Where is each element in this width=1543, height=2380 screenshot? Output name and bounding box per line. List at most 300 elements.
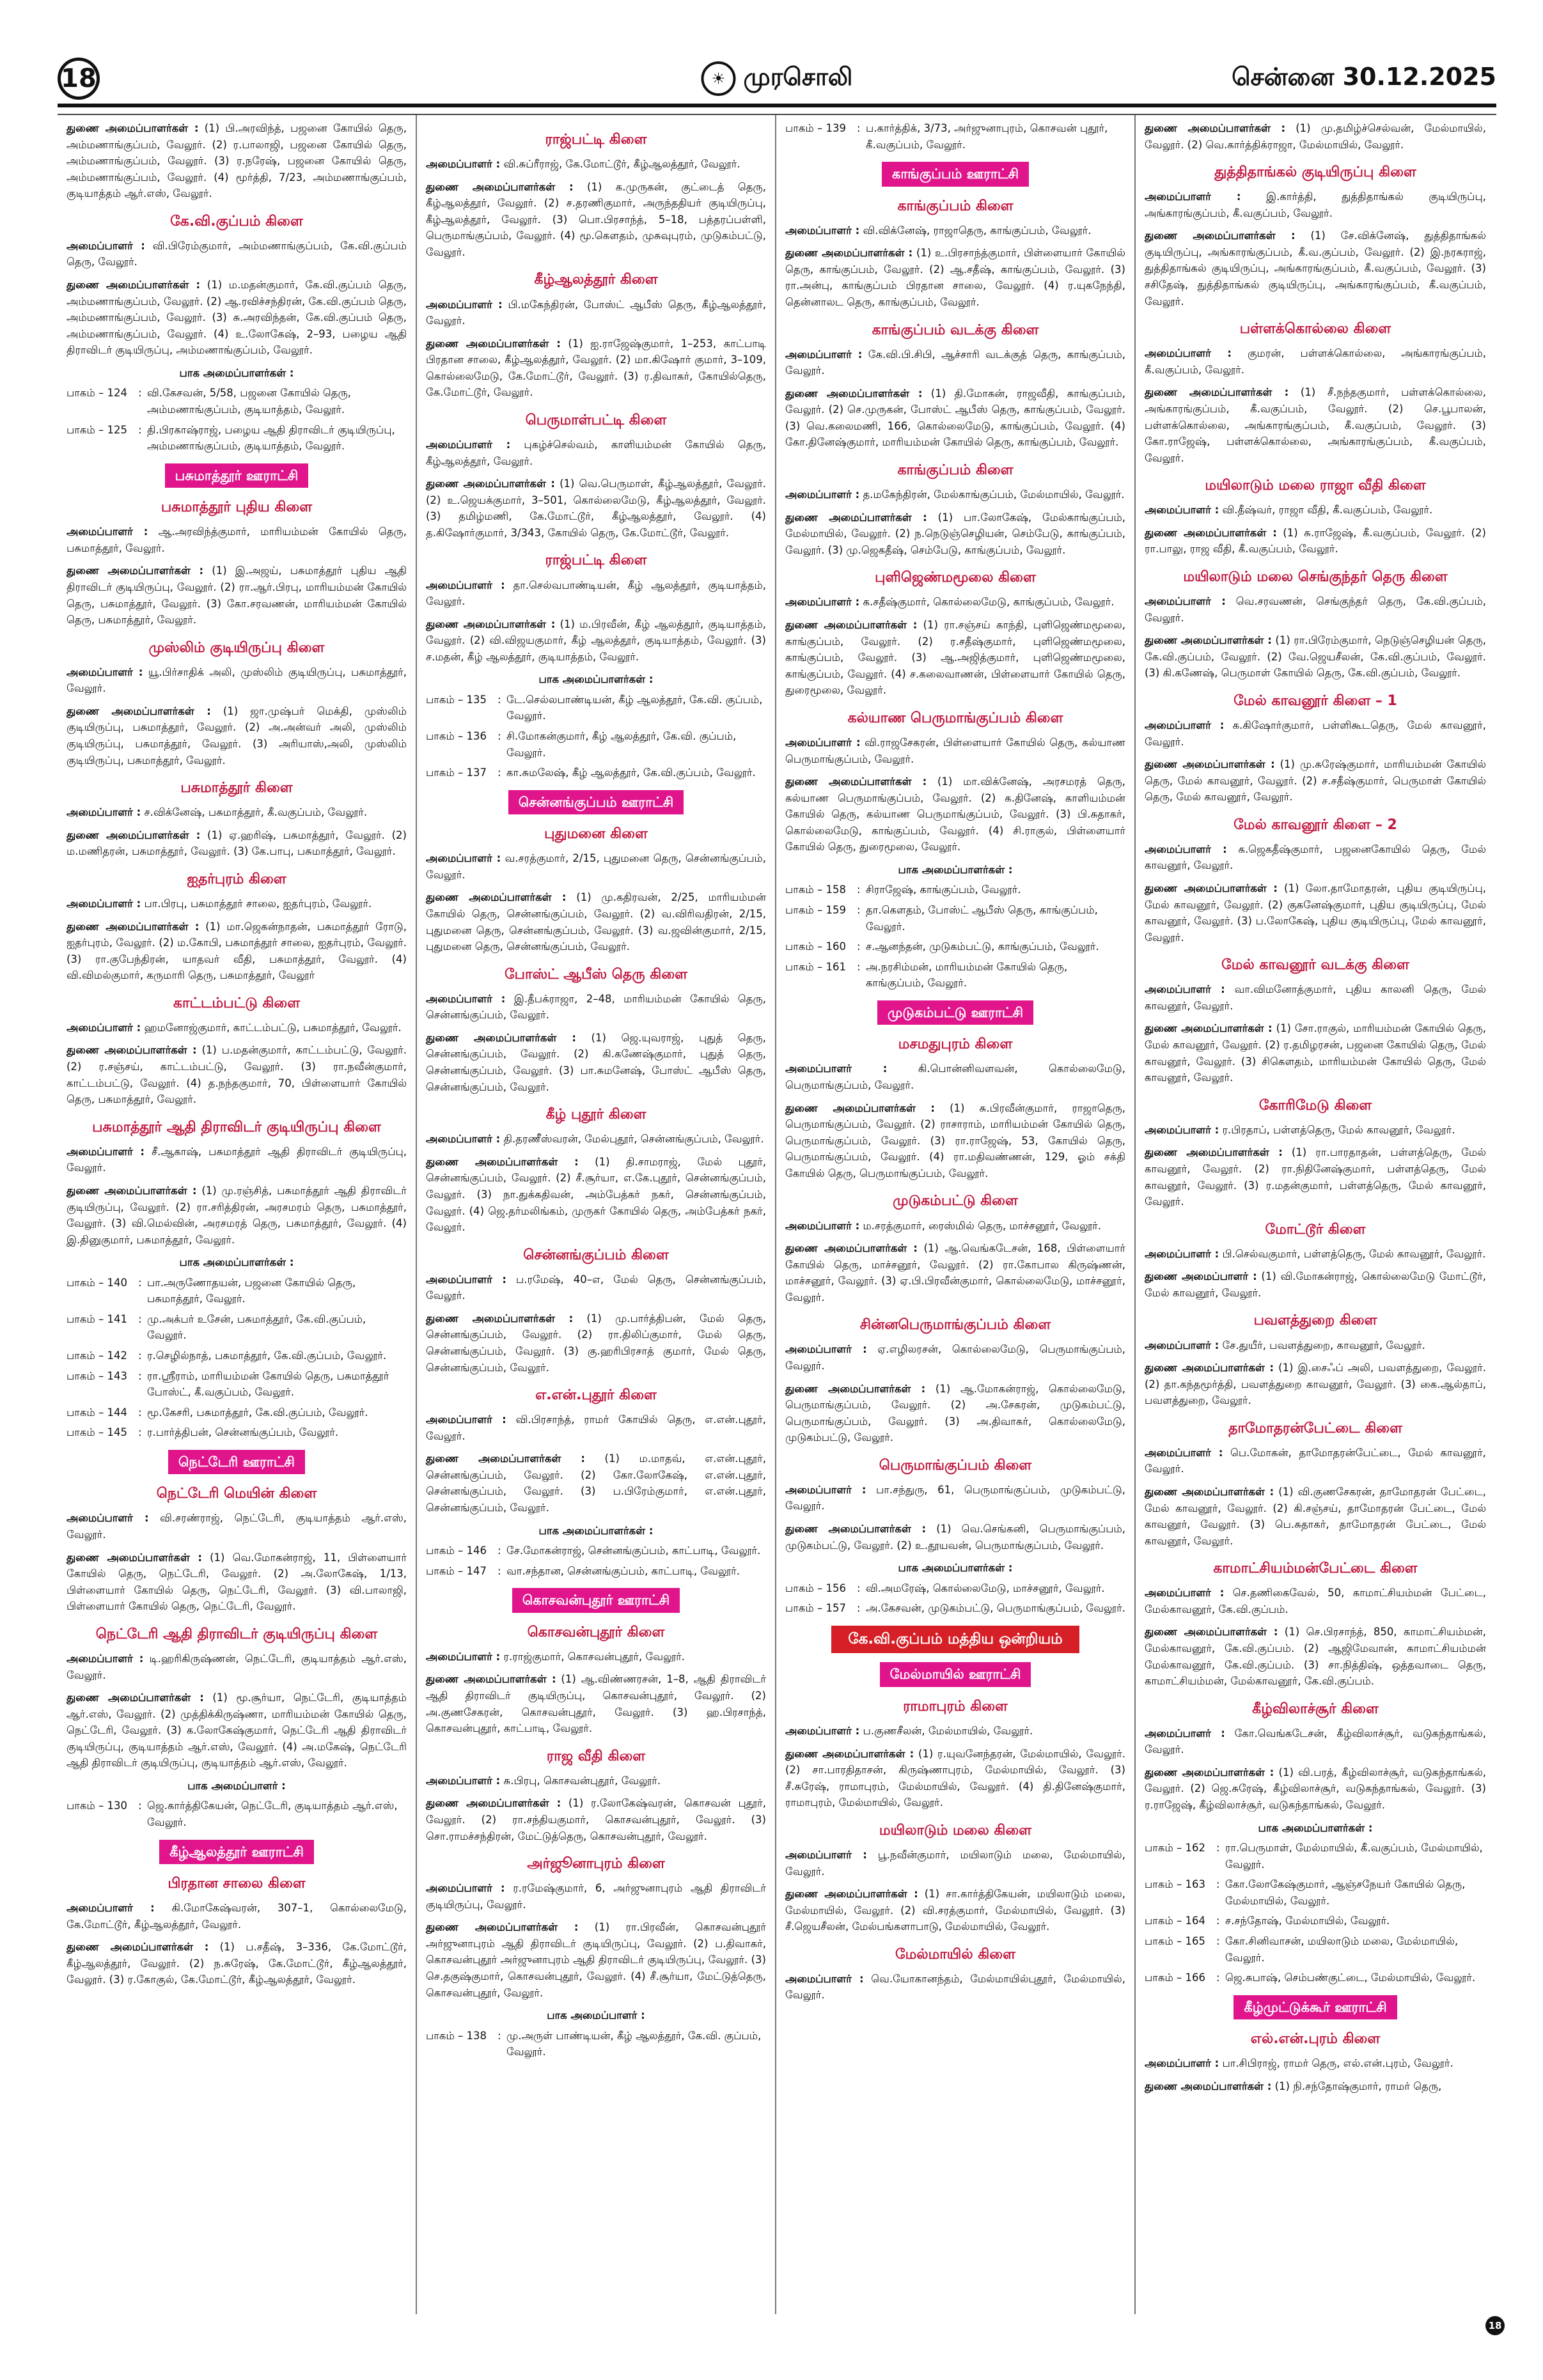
role-label: அமைப்பாளர் : xyxy=(426,1774,501,1787)
branch-heading: காட்டம்பட்டு கிளை xyxy=(173,995,301,1011)
booth-entry xyxy=(785,902,1125,935)
booth-entry xyxy=(67,422,407,455)
branch-heading: பசுமாத்தூர் கிளை xyxy=(180,780,293,797)
member-details: ஆ.அரவிந்த்குமார், மாரியம்மன் கோயில் தெரு, பசுமாத்தூர், வேலூர். xyxy=(67,525,407,554)
member-entry xyxy=(426,1795,766,1844)
role-label: துணை அமைப்பாளர்கள் : xyxy=(1145,1485,1274,1498)
role-label: துணை அமைப்பாளர்கள் : xyxy=(785,775,927,788)
booth-entry xyxy=(67,1368,407,1401)
article-columns xyxy=(58,114,1496,2314)
member-details: புகழ்ச்செல்வம், காளியம்மன் கோயில் தெரு, கீழ்ஆலத்தூர், வேலூர். xyxy=(426,439,767,467)
member-details: (1) சு.ராஜேஷ், கீ.வகுப்பம், வேலூர். (2) ரா.பாலு, ராஜ வீதி, கீ.வகுப்பம், வேலூர். xyxy=(1145,526,1486,556)
booth-member: வா.சந்தான, சென்னங்குப்பம், காட்பாடி, வேலூர். xyxy=(506,1564,740,1577)
member-details: (1) மு.தமிழ்ச்செல்வன், மேல்மாயில், வேலூர். (2) வெ.கார்த்திக்ராஜா, மேல்மாயில், வேலூர். xyxy=(1145,122,1486,151)
booth-member: ப.கார்த்திக், 3/73, அர்ஜுனாபுரம், கொசவன் புதூர், கீ.வகுப்பம், வேலூர். xyxy=(866,122,1108,151)
member-details: க.சதீஷ்குமார், கொல்லைமேடு, காங்குப்பம், வேலூர். xyxy=(863,596,1115,609)
member-entry xyxy=(67,896,407,912)
branch-heading: ராஜ்பட்டி கிளை xyxy=(545,132,647,148)
role-label: அமைப்பாளர் : xyxy=(426,1273,507,1286)
branch-heading: பசுமாத்தூர் ஆதி திராவிடர் குடியிருப்பு கிளை xyxy=(92,1119,381,1135)
member-details: ர.ரமேஷ்குமார், 6, அர்ஜுனாபுரம் ஆதி திராவிடர் குடியிருப்பு, வேலூர். xyxy=(426,1882,766,1911)
booth-number: பாகம் – 130 xyxy=(67,1800,127,1812)
member-entry xyxy=(1145,384,1486,466)
role-label: அமைப்பாளர் : xyxy=(1145,347,1232,360)
member-entry xyxy=(426,850,766,883)
member-details: (1) வி.மோகன்ராஜ், கொல்லைமேடு மோட்டூர், மேல் காவனூர், வேலூர். xyxy=(1145,1270,1486,1299)
role-label: அமைப்பாளர் : xyxy=(785,1062,888,1075)
booth-colon: : xyxy=(857,122,861,134)
member-entry xyxy=(426,156,766,173)
member-entry xyxy=(1145,1246,1486,1263)
role-label: அமைப்பாளர் : xyxy=(785,1849,867,1861)
role-label: அமைப்பாளர் : xyxy=(67,1145,145,1158)
member-entry xyxy=(785,1482,1125,1514)
role-label: அமைப்பாளர் : xyxy=(1145,504,1219,517)
member-details: சே.துயீர், பவளத்துறை, காவனூர், வேலூர். xyxy=(1222,1339,1425,1351)
booth-colon: : xyxy=(138,1406,142,1419)
booth-section-title: பாக அமைப்பாளர்கள் : xyxy=(898,863,1013,876)
member-details: குமரன், பள்ளக்கொல்லை, அங்காரங்குப்பம், கீ.வகுப்பம், வேலூர். xyxy=(1145,347,1486,376)
member-details: வி.சுப்ரீராஜ், கே.மோட்டூர், கீழ்ஆலத்தூர், வேலூர். xyxy=(503,158,740,171)
member-entry xyxy=(785,617,1125,699)
role-label: துணை அமைப்பாளர்கள் : xyxy=(785,1242,918,1255)
role-label: அமைப்பாளர் : xyxy=(67,1652,144,1665)
role-label: அமைப்பாளர் : xyxy=(426,852,501,865)
member-details: (1) பா.லோகேஷ், மேல்காங்குப்பம், மேல்மாயில், வேலூர். (2) ந.நெடுஞ்செழியன், செம்பேடு, காங்குப்பம், வேலூர். (3) மு.ஜெகதீஷ், செம்பேடு, காங்குப்பம், வேலூர். xyxy=(785,511,1126,556)
member-details: பா.சந்துரு, 61, பெருமாங்குப்பம், முடுகம்பட்டு, வேலூர். xyxy=(785,1483,1126,1513)
date-line: சென்னை 30.12.2025 xyxy=(1232,63,1496,91)
branch-heading: நெட்டேரி மெயின் கிளை xyxy=(156,1486,317,1502)
member-entry xyxy=(67,563,407,628)
booth-number: பாகம் – 158 xyxy=(785,883,846,896)
role-label: அமைப்பாளர் : xyxy=(1145,983,1225,996)
member-entry xyxy=(67,1690,407,1771)
member-entry xyxy=(67,1020,407,1036)
role-label: துணை அமைப்பாளர்கள் : xyxy=(1145,634,1272,647)
role-label: துணை அமைப்பாளர்கள் : xyxy=(426,478,556,490)
booth-member: ரா.ஸ்ரீராம், மாரியம்மன் கோயில் தெரு, பசுமாத்தூர் போஸ்ட், கீ.வகுப்பம், வேலூர். xyxy=(147,1369,389,1399)
booth-member: ச.சந்தோஷ், மேல்மாயில், வேலூர். xyxy=(1225,1915,1390,1927)
branch-heading: மயிலாடும் மலை ராஜா வீதி கிளை xyxy=(1205,478,1426,494)
member-entry xyxy=(785,385,1125,451)
role-label: அமைப்பாளர் : xyxy=(785,596,860,609)
member-details: (1) சா.கார்த்திகேயன், மயிலாடும் மலை, மேல்மாயில், வேலூர். (2) வி.சரத்குமார், மேல்மாயில், வேலூர். (3) சீ.ஜெயசீலன், மேல்பங்களாபாடு, மேல்மாயில், வேலூர். xyxy=(785,1888,1126,1933)
member-entry xyxy=(1145,632,1486,681)
role-label: அமைப்பாளர் : xyxy=(67,1512,149,1525)
role-label: அமைப்பாளர் : xyxy=(1145,1587,1225,1599)
member-details: வி.விக்னேஷ், ராஜாதெரு, காங்குப்பம், வேலூர். xyxy=(863,224,1092,237)
booth-entry xyxy=(1145,1970,1486,1986)
member-details: (1) ஆ.மோகன்ராஜ், கொல்லைமேடு, பெருமாங்குப்பம், வேலூர். (2) அ.சேகரன், முடுகம்பட்டு, பெருமாங்குப்பம், வேலூர். (3) அ.திவாகர், கொல்லைமேடு, முடுகம்பட்டு, வேலூர். xyxy=(785,1382,1125,1444)
member-entry xyxy=(426,1919,766,2001)
booth-number: பாகம் – 144 xyxy=(67,1406,127,1419)
branch-heading: ராமாபுரம் கிளை xyxy=(903,1699,1008,1715)
member-entry xyxy=(67,120,407,202)
booth-entry xyxy=(785,938,1125,955)
member-entry xyxy=(785,594,1125,611)
member-entry xyxy=(785,1723,1125,1739)
booth-colon: : xyxy=(857,904,861,917)
panchayat-banner: பசுமாத்தூர் ஊராட்சி xyxy=(165,463,309,488)
member-details: (1) ப.சதீஷ், 3–336, கே.மோட்டூர், கீழ்ஆலத்தூர், வேலூர். (2) ந.சுரேஷ், கே.மோட்டூர், கீழ்ஆலத்தூர், வேலூர். (3) ர.கோகுல், கே.மோட்டூர், கீழ்ஆலத்தூர், வேலூர். xyxy=(67,1941,407,1986)
role-label: அமைப்பாளர் : xyxy=(67,239,145,252)
role-label: துணை அமைப்பாளர்கள் : xyxy=(785,1101,936,1114)
member-details: (1) மு.ரஞ்சித், பசுமாத்தூர் ஆதி திராவிடர் குடியிருப்பு, வேலூர். (2) ரா.சரித்திரன், அரசமரம் தெரு, பசுமாத்தூர், வேலூர். (3) வி.மெல்வின், அரசமரத் தெரு, பசுமாத்தூர், வேலூர். (4) இ.தினுகுமார், பசுமாத்தூர், வேலூர். xyxy=(67,1184,407,1246)
member-entry xyxy=(1145,756,1486,805)
member-details: (1) வெ.மோகன்ராஜ், 11, பிள்ளையார் கோயில் தெரு, நெட்டேரி, வேலூர். (2) அ.லோகேஷ், 1/13, பிள்ளையார் கோயில் தெரு, நெட்டேரி, வேலூர். (3) வி.பாலாஜி, பிள்ளையார் கோயில் தெரு, நெட்டேரி, வேலூர். xyxy=(67,1551,407,1613)
role-label: துணை அமைப்பாளர்கள் : xyxy=(1145,882,1278,894)
booth-entry xyxy=(426,2028,766,2060)
panchayat-banner: நெட்டேரி ஊராட்சி xyxy=(168,1450,305,1475)
column-4 xyxy=(1136,115,1495,2314)
booth-member: சிராஜேஷ், காங்குப்பம், வேலூர். xyxy=(866,883,1021,896)
member-details: (1) வி.குணசேகரன், தாமோதரன் பேட்டை, மேல் காவனூர், வேலூர். (2) கி.சஞ்சய், தாமோதரன் பேட்டை, மேல் காவனூர், வேலூர். (3) பெ.சுதாகர், தாமோதரன் பேட்டை, மேல் காவனூர், வேலூர். xyxy=(1145,1485,1486,1547)
member-details: பி.மகேந்திரன், போஸ்ட் ஆபீஸ் தெரு, கீழ்ஆலத்தூர், வேலூர். xyxy=(426,298,766,327)
member-details: க.கிஷோர்குமார், பள்ளிகூடதெரு, மேல் காவனூர், வேலூர். xyxy=(1145,719,1487,748)
booth-number: பாகம் – 138 xyxy=(426,2029,487,2042)
member-details: (1) பி.அரவிந்த், பஜனை கோயில் தெரு, அம்மணாங்குப்பம், வேலூர். (2) ர.பாலாஜி, பஜனை கோயில் தெரு, அம்மணாங்குப்பம், வேலூர். (3) ர.நரேஷ், பஜனை கோயில் தெரு, அம்மணாங்குப்பம், வேலூர். (4) மூர்த்தி, 7/23, அம்மணாங்குப்பம், குடியாத்தம் ஆர்.எஸ், வேலூர். xyxy=(67,122,407,200)
booth-entry xyxy=(67,1404,407,1421)
booth-member: சே.மோகன்ராஜ், சென்னங்குப்பம், காட்பாடி, வேலூர். xyxy=(506,1544,761,1557)
member-entry xyxy=(67,238,407,270)
booth-member: சி.மோகன்குமார், கீழ் ஆலத்தூர், கே.வி. குப்பம், வேலூர். xyxy=(506,730,737,759)
role-label: அமைப்பாளர் : xyxy=(785,1725,860,1738)
member-entry xyxy=(426,1311,766,1376)
member-entry xyxy=(1145,189,1486,221)
role-label: அமைப்பாளர் : xyxy=(1145,1339,1219,1351)
member-details: (1) தி.சாமராஜ், மேல் புதூர், சென்னங்குப்பம், வேலூர். (2) சீ.சூர்யா, எ.கே.புதூர், சென்னங்குப்பம், வேலூர். (3) நா.துக்கதிவன், அம்பேத்கர் நகர், சென்னங்குப்பம், வேலூர். (4) ஜெ.தர்மலிங்கம், முருகர் கோயில் தெரு, அம்பேத்கர் நகர், வேலூர். xyxy=(426,1155,766,1234)
role-label: அமைப்பாளர் : xyxy=(785,1483,866,1496)
booth-number: பாகம் – 159 xyxy=(785,904,846,917)
role-label: துணை அமைப்பாளர்கள் : xyxy=(67,122,199,134)
booth-colon: : xyxy=(497,693,501,706)
role-label: துணை அமைப்பாளர்கள் : xyxy=(1145,758,1275,771)
member-entry xyxy=(426,991,766,1023)
role-label: துணை அமைப்பாளர்கள் : xyxy=(67,1184,197,1197)
role-label: அமைப்பாளர் : xyxy=(426,992,506,1005)
member-details: (1) ஜெ.யுவராஜ், புதுத் தெரு, சென்னங்குப்பம், வேலூர். (2) கி.கணேஷ்குமார், புதுத் தெரு, சென்னங்குப்பம், வேலூர். (3) பா.சுமனேஷ், போஸ்ட் ஆபீஸ் தெரு, சென்னங்குப்பம், வேலூர். xyxy=(426,1031,766,1093)
role-label: துணை அமைப்பாளர்கள் : xyxy=(426,1921,579,1934)
member-details: (1) உ.பிரசாந்த்குமார், பிள்ளையார் கோயில் தெரு, காங்குப்பம், வேலூர். (2) ஆ.சதீஷ், காங்குப்பம், வேலூர். (3) ரா.அன்பு, காங்குப்பம் பிரதான சாலை, வேலூர். (4) ர.யுகநேந்தி, தென்னாலட தெரு, காங்குப்பம், வேலூர். xyxy=(785,247,1125,309)
booth-colon: : xyxy=(1216,1842,1220,1855)
branch-heading: ராஜ வீதி கிளை xyxy=(546,1748,646,1764)
member-entry xyxy=(426,1773,766,1789)
member-entry xyxy=(426,1451,766,1516)
member-details: (1) இ.சைஃப் அலி, பவளத்துறை, வேலூர். (2) தா.கந்தமூர்த்தி, பவளத்துறை காவனூர், வேலூர். (3) கை.ஆல்தாப், பவளத்துறை, வேலூர். xyxy=(1145,1362,1486,1407)
booth-member: அ.கேசவன், முடுகம்பட்டு, பெருமாங்குப்பம், வேலூர். xyxy=(866,1602,1125,1615)
member-details: (1) சீ.நந்தகுமார், பள்ளக்கொல்லை, அங்காரங்குப்பம், கீ.வகுப்பம், வேலூர். (2) செ.பூபாலன், பள்ளக்கொல்லை, அங்காரங்குப்பம், கீ.வகுப்பம், வேலூர். (3) கோ.ராஜேஷ், பள்ளக்கொல்லை, அங்காரங்குப்பம், கீ.வகுப்பம், வேலூர். xyxy=(1145,386,1486,464)
booth-colon: : xyxy=(138,1349,142,1362)
role-label: அமைப்பாளர் : xyxy=(785,1219,860,1232)
member-details: வி.தீஷ்வர், ராஜா வீதி, கீ.வகுப்பம், வேலூர். xyxy=(1222,504,1433,517)
role-label: அமைப்பாளர் : xyxy=(785,1343,867,1356)
column-3 xyxy=(776,115,1136,2314)
member-entry xyxy=(67,1900,407,1933)
role-label: அமைப்பாளர் : xyxy=(1145,595,1226,608)
booth-section-title: பாக அமைப்பாளர்கள் : xyxy=(1258,1821,1373,1834)
role-label: அமைப்பாளர் : xyxy=(67,1021,141,1034)
member-details: (1) மு.கதிரவன், 2/25, மாரியம்மன் கோயில் தெரு, சென்னங்குப்பம், வேலூர். (2) வ.விரிவதிரன், 2/15, புதுமனை தெரு, சென்னங்குப்பம், வேலூர். (3) வ.ஜவின்குமார், 2/15, புதுமனை தெரு, சென்னங்குப்பம், வேலூர். xyxy=(426,891,766,953)
panchayat-banner: சென்னங்குப்பம் ஊராட்சி xyxy=(508,790,684,815)
booth-entry xyxy=(67,385,407,417)
member-entry xyxy=(785,1381,1125,1446)
member-entry xyxy=(785,1218,1125,1234)
branch-heading: புதுமனை கிளை xyxy=(544,826,648,843)
member-details: கே.வி.பி.சிபி, ஆச்சாரி வடக்குத் தெரு, காங்குப்பம், வேலூர். xyxy=(785,348,1125,377)
branch-heading: மயிலாடும் மலை கிளை xyxy=(879,1822,1032,1839)
member-details: (1) ஏ.ஹரிஷ், பசுமாத்தூர், வேலூர். (2) ம.மணிதரன், பசுமாத்தூர், வேலூர். (3) கே.பாபு, பசுமாத்தூர், வேலூர். xyxy=(67,828,407,858)
member-entry xyxy=(426,1131,766,1147)
member-details: பி.செல்வகுமார், பள்ளத்தெரு, மேல் காவனூர், வேலூர். xyxy=(1222,1247,1486,1260)
panchayat-banner: முடுகம்பட்டு ஊராட்சி xyxy=(877,1000,1033,1025)
booth-entry xyxy=(1145,1876,1486,1909)
booth-number: பாகம் – 166 xyxy=(1145,1972,1205,1984)
branch-heading: நெட்டேரி ஆதி திராவிடர் குடியிருப்பு கிளை xyxy=(95,1626,378,1642)
branch-heading: காமாட்சியம்மன்பேட்டை கிளை xyxy=(1213,1560,1418,1577)
branch-heading: கல்யாண பெருமாங்குப்பம் கிளை xyxy=(847,710,1063,726)
role-label: அமைப்பாளர் : xyxy=(1145,1446,1223,1459)
role-label: அமைப்பாளர் : xyxy=(1145,191,1241,203)
member-details: யூ.பிர்சாதிக் அலி, முஸ்லிம் குடியிருப்பு, பசுமாத்தூர், வேலூர். xyxy=(67,665,407,695)
role-label: துணை அமைப்பாளர்கள் : xyxy=(426,1452,585,1465)
booth-number: பாகம் – 139 xyxy=(785,122,846,134)
member-entry xyxy=(785,1341,1125,1374)
booth-colon: : xyxy=(857,960,861,973)
member-details: (1) ரா.பிரவீன், கொசவன்புதூர் அர்ஜுனாபுரம் ஆதி திராவிடர் குடியிருப்பு, வேலூர். (2) ப.திவாகர், கொசவன்புதூர் அர்ஜுனாபுரம் ஆதி திராவிடர் குடியிருப்பு, வேலூர். (3) செ.தகுஷ்குமார், கொசவன்புதூர், வேலூர். (4) சீ.சூர்யா, மேட்டுத்தெரு, கொசவன்புதூர், வேலூர். xyxy=(426,1921,767,1999)
branch-heading: கே.வி.குப்பம் கிளை xyxy=(170,213,303,229)
member-details: தி.தரணீஸ்வரன், மேல்புதூர், சென்னங்குப்பம், வேலூர். xyxy=(503,1133,764,1146)
role-label: அமைப்பாளர் : xyxy=(426,1882,505,1895)
branch-heading: காங்குப்பம் கிளை xyxy=(897,198,1014,214)
panchayat-banner: கீழ்ஆலத்தூர் ஊராட்சி xyxy=(159,1840,314,1865)
member-details: (1) மூ.சூர்யா, நெட்டேரி, குடியாத்தம் ஆர்.எஸ், வேலூர். (2) முத்திக்கிருஷ்ணா, மாரியம்மன் கோயில் தெரு, நெட்டேரி, வேலூர். (3) க.லோகேஷ்குமார், நெட்டேரி ஆதி திராவிடர் குடியிருப்பு, குடியாத்தம் ஆர்.எஸ், வேலூர். (4) அ.மகேஷ், நெட்டேரி ஆதி திராவிடர் குடியிருப்பு, குடியாத்தம் ஆர்.எஸ், வேலூர். xyxy=(67,1692,407,1769)
member-details: (1) சு.பிரவீன்குமார், ராஜாதெரு, பெருமாங்குப்பம், வேலூர். (2) ராசாராம், மாரியம்மன் கோயில் தெரு, பெருமாங்குப்பம், வேலூர். (3) ரா.ராஜேஷ், 53, கோயில் தெரு, பெருமாங்குப்பம், வேலூர். (4) ரா.மதிவண்ணன், 129, ஓம் சக்தி கோயில் தெரு, பெருமாங்குப்பம், வேலூர். xyxy=(785,1101,1125,1179)
booth-colon: : xyxy=(497,766,501,779)
panchayat-banner: காங்குப்பம் ஊராட்சி xyxy=(882,162,1029,187)
member-details: (1) ப.மதன்குமார், காட்டம்பட்டு, வேலூர். (2) ர.சஞ்சய், காட்டம்பட்டு, வேலூர். (3) ரா.நவீன்குமார், காட்டம்பட்டு, வேலூர். (4) த.நந்தகுமார், 70, பிள்ளையார் கோயில் தெரு, பசுமாத்தூர், வேலூர். xyxy=(67,1044,407,1106)
member-entry xyxy=(1145,1585,1486,1617)
member-entry xyxy=(426,476,766,541)
member-details: (1) ர.யுவனேந்தரன், மேல்மாயில், வேலூர். (2) சா.பாரதிதாசன், கிருஷ்ணாபுரம், மேல்மாயில், வேலூர். (3) சீ.சுரேஷ், ராமாபுரம், மேல்மாயில், வேலூர். (4) தி.தினேஷ்குமார், ராமாபுரம், மேல்மாயில், வேலூர். xyxy=(785,1747,1125,1809)
member-entry xyxy=(785,486,1125,503)
booth-colon: : xyxy=(138,1369,142,1382)
booth-member: தா.கௌதம், போஸ்ட் ஆபீஸ் தெரு, காங்குப்பம், வேலூர். xyxy=(866,904,1098,933)
role-label: துணை அமைப்பாளர்கள் : xyxy=(426,180,574,193)
member-entry xyxy=(426,577,766,610)
member-entry xyxy=(1145,717,1486,750)
page-number: 18 xyxy=(61,61,97,97)
role-label: துணை அமைப்பாளர்கள் : xyxy=(785,1888,918,1901)
role-label: அமைப்பாளர் : xyxy=(1145,1727,1225,1739)
branch-heading: அர்ஜூனாபுரம் கிளை xyxy=(527,1856,665,1872)
member-details: சு.பிரபு, கொசவன்புதூர், வேலூர். xyxy=(503,1774,661,1787)
role-label: துணை அமைப்பாளர்கள் : xyxy=(426,337,561,350)
booth-member: டே.செல்லபாண்டியன், கீழ் ஆலத்தூர், கே.வி. குப்பம், வேலூர். xyxy=(506,693,763,722)
role-label: துணை அமைப்பாளர்கள் : xyxy=(1145,1022,1273,1035)
member-entry xyxy=(67,1042,407,1107)
booth-colon: : xyxy=(1216,1915,1220,1927)
member-details: வி.பிரேம்குமார், அம்மணாங்குப்பம், கே.வி.குப்பம் தெரு, வேலூர். xyxy=(67,239,407,268)
role-label: துணை அமைப்பாளர்கள் : xyxy=(1145,1626,1278,1638)
member-entry xyxy=(1145,841,1486,874)
booth-number: பாகம் – 161 xyxy=(785,960,846,973)
member-entry xyxy=(67,1550,407,1615)
booth-number: பாகம் – 142 xyxy=(67,1349,127,1362)
role-label: துணை அமைப்பாளர் : xyxy=(1145,1270,1257,1283)
booth-member: ரா.பெருமாள், மேல்மாயில், கீ.வகுப்பம், மேல்மாயில், வேலூர். xyxy=(1225,1842,1483,1871)
member-entry xyxy=(1145,502,1486,518)
booth-entry xyxy=(426,692,766,724)
booth-member: கோ.சினிவாசன், மயிலாடும் மலை, மேல்மாயில், வேலூர். xyxy=(1225,1934,1459,1964)
branch-heading: காங்குப்பம் வடக்கு கிளை xyxy=(872,322,1039,338)
role-label: துணை அமைப்பாளர்கள் : xyxy=(67,704,211,717)
role-label: துணை அமைப்பாளர்கள் : xyxy=(1145,229,1296,242)
role-label: துணை அமைப்பாளர்கள் : xyxy=(426,1673,556,1686)
member-entry xyxy=(1145,120,1486,153)
member-entry xyxy=(785,1886,1125,1935)
booth-member: வி.கேசவன், 5/58, பஜனை கோயில் தெரு, அம்மணாங்குப்பம், குடியாத்தம், வேலூர். xyxy=(147,387,352,416)
role-label: அமைப்பாளர் : xyxy=(67,806,141,819)
booth-section-title: பாக அமைப்பாளர்கள் : xyxy=(898,1562,1013,1575)
member-entry xyxy=(67,804,407,821)
booth-section-title: பாக அமைப்பாளர்கள் : xyxy=(538,673,654,686)
booth-number: பாகம் – 136 xyxy=(426,730,487,742)
booth-member: ஜெ.சுபாஷ், செம்பண்குட்டை, மேல்மாயில், வேலூர். xyxy=(1225,1972,1476,1984)
branch-heading: மேல்மாயில் கிளை xyxy=(895,1946,1015,1963)
branch-heading: முடுகம்பட்டு கிளை xyxy=(893,1193,1018,1209)
role-label: அமைப்பாளர் : xyxy=(1145,2057,1219,2070)
role-label: அமைப்பாளர் : xyxy=(785,736,861,749)
member-entry xyxy=(426,179,766,261)
booth-entry xyxy=(67,1275,407,1307)
booth-colon: : xyxy=(857,883,861,896)
booth-colon: : xyxy=(138,423,142,436)
member-entry xyxy=(426,1671,766,1736)
member-details: கி.பொன்னிவளவன், கொல்லைமேடு, பெருமாங்குப்பம், வேலூர். xyxy=(785,1062,1125,1092)
booth-member: கா.சுமலேஷ், கீழ் ஆலத்தூர், கே.வி.குப்பம், வேலூர். xyxy=(506,766,756,779)
member-details: செ.தணிகைவேல், 50, காமாட்சியம்மன் பேட்டை, மேல்காவனூர், கே.வி.குப்பம். xyxy=(1145,1587,1486,1615)
role-label: துணை அமைப்பாளர்கள் : xyxy=(785,247,913,260)
member-details: (1) வெ.பெருமாள், கீழ்ஆலத்தூர், வேலூர். (2) உ.ஜெயக்குமார், 3–501, கொல்லைமேடு, கீழ்ஆலத்தூர், வேலூர். (3) தமிழ்மணி, கே.மோட்டூர், கீழ்ஆலத்தூர், வேலூர். (4) த.கிஷோர்குமார், 3/343, கோயில் தெரு, கே.மோட்டூர், வேலூர். xyxy=(426,478,766,539)
member-details: வி.சரண்ராஜ், நெட்டேரி, குடியாத்தம் ஆர்.எஸ், வேலூர். xyxy=(67,1512,407,1541)
role-label: அமைப்பாளர் : xyxy=(1145,719,1225,731)
booth-entry xyxy=(67,1798,407,1830)
member-details: ஏ.எழிலரசன், கொல்லைமேடு, பெருமாங்குப்பம், வேலூர். xyxy=(785,1343,1125,1372)
branch-heading: மசமதுபுரம் கிளை xyxy=(898,1036,1013,1053)
member-entry xyxy=(1145,1122,1486,1139)
member-details: (1) ம.மாதவ், எ.என்.புதூர், சென்னங்குப்பம், வேலூர். (2) கோ.லோகேஷ், எ.என்.புதூர், சென்னங்குப்பம், வேலூர். (3) ப.பிரேம்குமார், எ.என்.புதூர், சென்னங்குப்பம், வேலூர். xyxy=(426,1452,766,1514)
member-details: (1) செ.பிரசாந்த், 850, காமாட்சியம்மன், மேல்காவனூர், கே.வி.குப்பம். (2) ஆஜிமேவான், காமாட்சியம்மன் மேல்காவனூர், கே.வி.குப்பம். (3) சா.நித்திஷ், ஒத்தவாடை தெரு, காமாட்சியம்மன், மேல்காவனூர், கே.வி.குப்பம். xyxy=(1145,1626,1486,1688)
branch-heading: மேல் காவனூர் கிளை – 2 xyxy=(1234,816,1397,833)
paper-logo xyxy=(701,61,853,96)
member-entry xyxy=(67,1651,407,1683)
member-entry xyxy=(426,1272,766,1304)
branch-heading: மோட்டூர் கிளை xyxy=(1265,1221,1366,1238)
branch-heading: புளிஜெண்மமூலை கிளை xyxy=(875,570,1036,586)
branch-heading: எல்.என்.புரம் கிளை xyxy=(1250,2031,1381,2048)
member-details: வி.பிரசாந்த், ராமர் கோயில் தெரு, எ.என்.புதூர், வேலூர். xyxy=(426,1413,766,1442)
booth-number: பாகம் – 140 xyxy=(67,1276,127,1289)
member-entry xyxy=(1145,1725,1486,1758)
branch-heading: பெருமாங்குப்பம் கிளை xyxy=(879,1457,1032,1474)
member-details: (1) ம.மதன்குமார், கே.வி.குப்பம் தெரு, அம்மணாங்குப்பம், வேலூர். (2) ஆ.ரவிச்சந்திரன், கே.வி.குப்பம் தெரு, அம்மணாங்குப்பம், வேலூர். (3) சு.அரவிந்தன், கே.வி.குப்பம் தெரு, அம்மணாங்குப்பம், வேலூர். (4) உ.லோகேஷ், 2–93, பழைய ஆதி திராவிடர் குடியிருப்பு, அம்மணாங்குப்பம், வேலூர். xyxy=(67,279,407,357)
role-label: அமைப்பாளர் : xyxy=(785,224,860,237)
branch-heading: பள்ளக்கொல்லை கிளை xyxy=(1239,321,1391,338)
member-details: வி.ராஜசேகரன், பிள்ளையார் கோயில் தெரு, கல்யாண பெருமாங்குப்பம், வேலூர். xyxy=(785,736,1125,765)
member-entry xyxy=(785,735,1125,767)
booth-entry xyxy=(1145,1840,1486,1872)
booth-member: ர.பார்த்திபன், சென்னங்குப்பம், வேலூர். xyxy=(147,1426,339,1439)
page-number-badge xyxy=(58,58,100,100)
role-label: துணை அமைப்பாளர்கள் : xyxy=(426,1797,561,1810)
member-details: (1) ரா.சஞ்சய் காந்தி, புளிஜெண்மமூலை, காங்குப்பம், வேலூர். (2) ர.சதீஷ்குமார், புளிஜெண்மமூலை, காங்குப்பம், வேலூர். (3) ஆ.அஜித்குமார், புளிஜெண்மமூலை, காங்குப்பம், வேலூர். (4) ச.கலைவாணன், பிள்ளையார் கோயில் தெரு, துரைமூலை, வேலூர். xyxy=(785,619,1125,697)
member-details: வ.சரத்குமார், 2/15, புதுமனை தெரு, சென்னங்குப்பம், வேலூர். xyxy=(426,852,767,881)
member-details: (1) வெ.செங்கனி, பெருமாங்குப்பம், முடுகம்பட்டு, வேலூர். (2) உ.தூயவன், பெருமாங்குப்பம், வேலூர். xyxy=(785,1523,1126,1552)
branch-heading: கீழ் புதூர் கிளை xyxy=(545,1107,646,1123)
member-details: (1) நி.சந்தோஷ்குமார், ராமர் தெரு, xyxy=(1274,2080,1442,2092)
branch-heading: பவளத்துறை கிளை xyxy=(1253,1312,1377,1329)
booth-colon: : xyxy=(857,1582,861,1594)
panchayat-banner: கீழ்முட்டுக்கூர் ஊராட்சி xyxy=(1234,1995,1397,2020)
branch-heading: மயிலாடும் மலை செங்குந்தர் தெரு கிளை xyxy=(1183,568,1448,585)
member-entry xyxy=(1145,228,1486,309)
member-entry xyxy=(67,1183,407,1248)
role-label: துணை அமைப்பாளர்கள் : xyxy=(1145,1146,1283,1159)
role-label: அமைப்பாளர் : xyxy=(426,439,511,451)
member-details: சீ.ஆகாஷ், பசுமாத்தூர் ஆதி திராவிடர் குடியிருப்பு, வேலூர். xyxy=(67,1145,407,1174)
role-label: அமைப்பாளர் : xyxy=(1145,1247,1219,1260)
member-entry xyxy=(67,1144,407,1176)
booth-entry xyxy=(426,1543,766,1559)
member-entry xyxy=(67,1510,407,1543)
branch-heading: பசுமாத்தூர் புதிய கிளை xyxy=(161,499,313,516)
role-label: துணை அமைப்பாளர்கள் : xyxy=(1145,2080,1272,2092)
paper-name: முரசொலி xyxy=(743,63,853,91)
member-entry xyxy=(785,1240,1125,1305)
booth-member: ர.செழில்நாத், பசுமாத்தூர், கே.வி.குப்பம், வேலூர். xyxy=(147,1349,387,1362)
branch-heading: பெருமாள்பட்டி கிளை xyxy=(525,412,667,428)
branch-heading: ஐதர்புரம் கிளை xyxy=(187,871,286,887)
branch-heading: பிரதான சாலை கிளை xyxy=(168,1876,306,1892)
role-label: அமைப்பாளர் : xyxy=(785,1972,864,1985)
member-entry xyxy=(785,1746,1125,1811)
member-details: வெ.சரவணன், செங்குந்தர் தெரு, கே.வி.குப்பம், வேலூர். xyxy=(1145,595,1487,624)
footer-page-number: 18 xyxy=(1485,2316,1505,2335)
booth-section-title: பாக அமைப்பாளர் : xyxy=(547,2009,645,2022)
member-details: தா.செல்வபாண்டியன், கீழ் ஆலத்தூர், குடியாத்தம், வேலூர். xyxy=(426,579,766,608)
booth-member: மு.அருள் பாண்டியன், கீழ் ஆலத்தூர், கே.வி. குப்பம், வேலூர். xyxy=(506,2029,762,2058)
role-label: துணை அமைப்பாளர்கள் : xyxy=(426,1312,574,1325)
panchayat-banner: மேல்மாயில் ஊராட்சி xyxy=(880,1662,1031,1687)
booth-section-title: பாக அமைப்பாளர்கள் : xyxy=(179,366,294,379)
branch-heading: கோரிமேடு கிளை xyxy=(1258,1097,1372,1114)
branch-heading: ராஜ்பட்டி கிளை xyxy=(545,552,647,569)
member-details: பூ.நவீன்குமார், மயிலாடும் மலை, மேல்மாயில், வேலூர். xyxy=(785,1849,1125,1878)
member-details: ர.ராஜ்குமார், கொசவன்புதூர், வேலூர். xyxy=(503,1650,685,1663)
role-label: துணை அமைப்பாளர்கள் : xyxy=(426,891,567,904)
member-details: (1) லோ.தாமோதரன், புதிய குடியிருப்பு, மேல் காவனூர், வேலூர். (2) குகனேஷ்குமார், புதிய குடியிருப்பு, மேல் காவனூர், வேலூர். (3) ப.லோகேஷ், புதிய குடியிருப்பு, மேல் காவனூர், வேலூர். xyxy=(1145,882,1486,944)
role-label: துணை அமைப்பாளர்கள் : xyxy=(785,1523,927,1535)
booth-colon: : xyxy=(138,1312,142,1325)
booth-colon: : xyxy=(138,1426,142,1439)
member-entry xyxy=(67,524,407,556)
role-label: துணை அமைப்பாளர்கள் : xyxy=(1145,1362,1274,1374)
booth-number: பாகம் – 156 xyxy=(785,1582,846,1594)
booth-colon: : xyxy=(497,730,501,742)
role-label: துணை அமைப்பாளர்கள் : xyxy=(67,1044,197,1057)
member-details: ப.குணசீலன், மேல்மாயில், வேலூர். xyxy=(863,1725,1033,1738)
role-label: துணை அமைப்பாளர்கள் : xyxy=(785,619,918,632)
